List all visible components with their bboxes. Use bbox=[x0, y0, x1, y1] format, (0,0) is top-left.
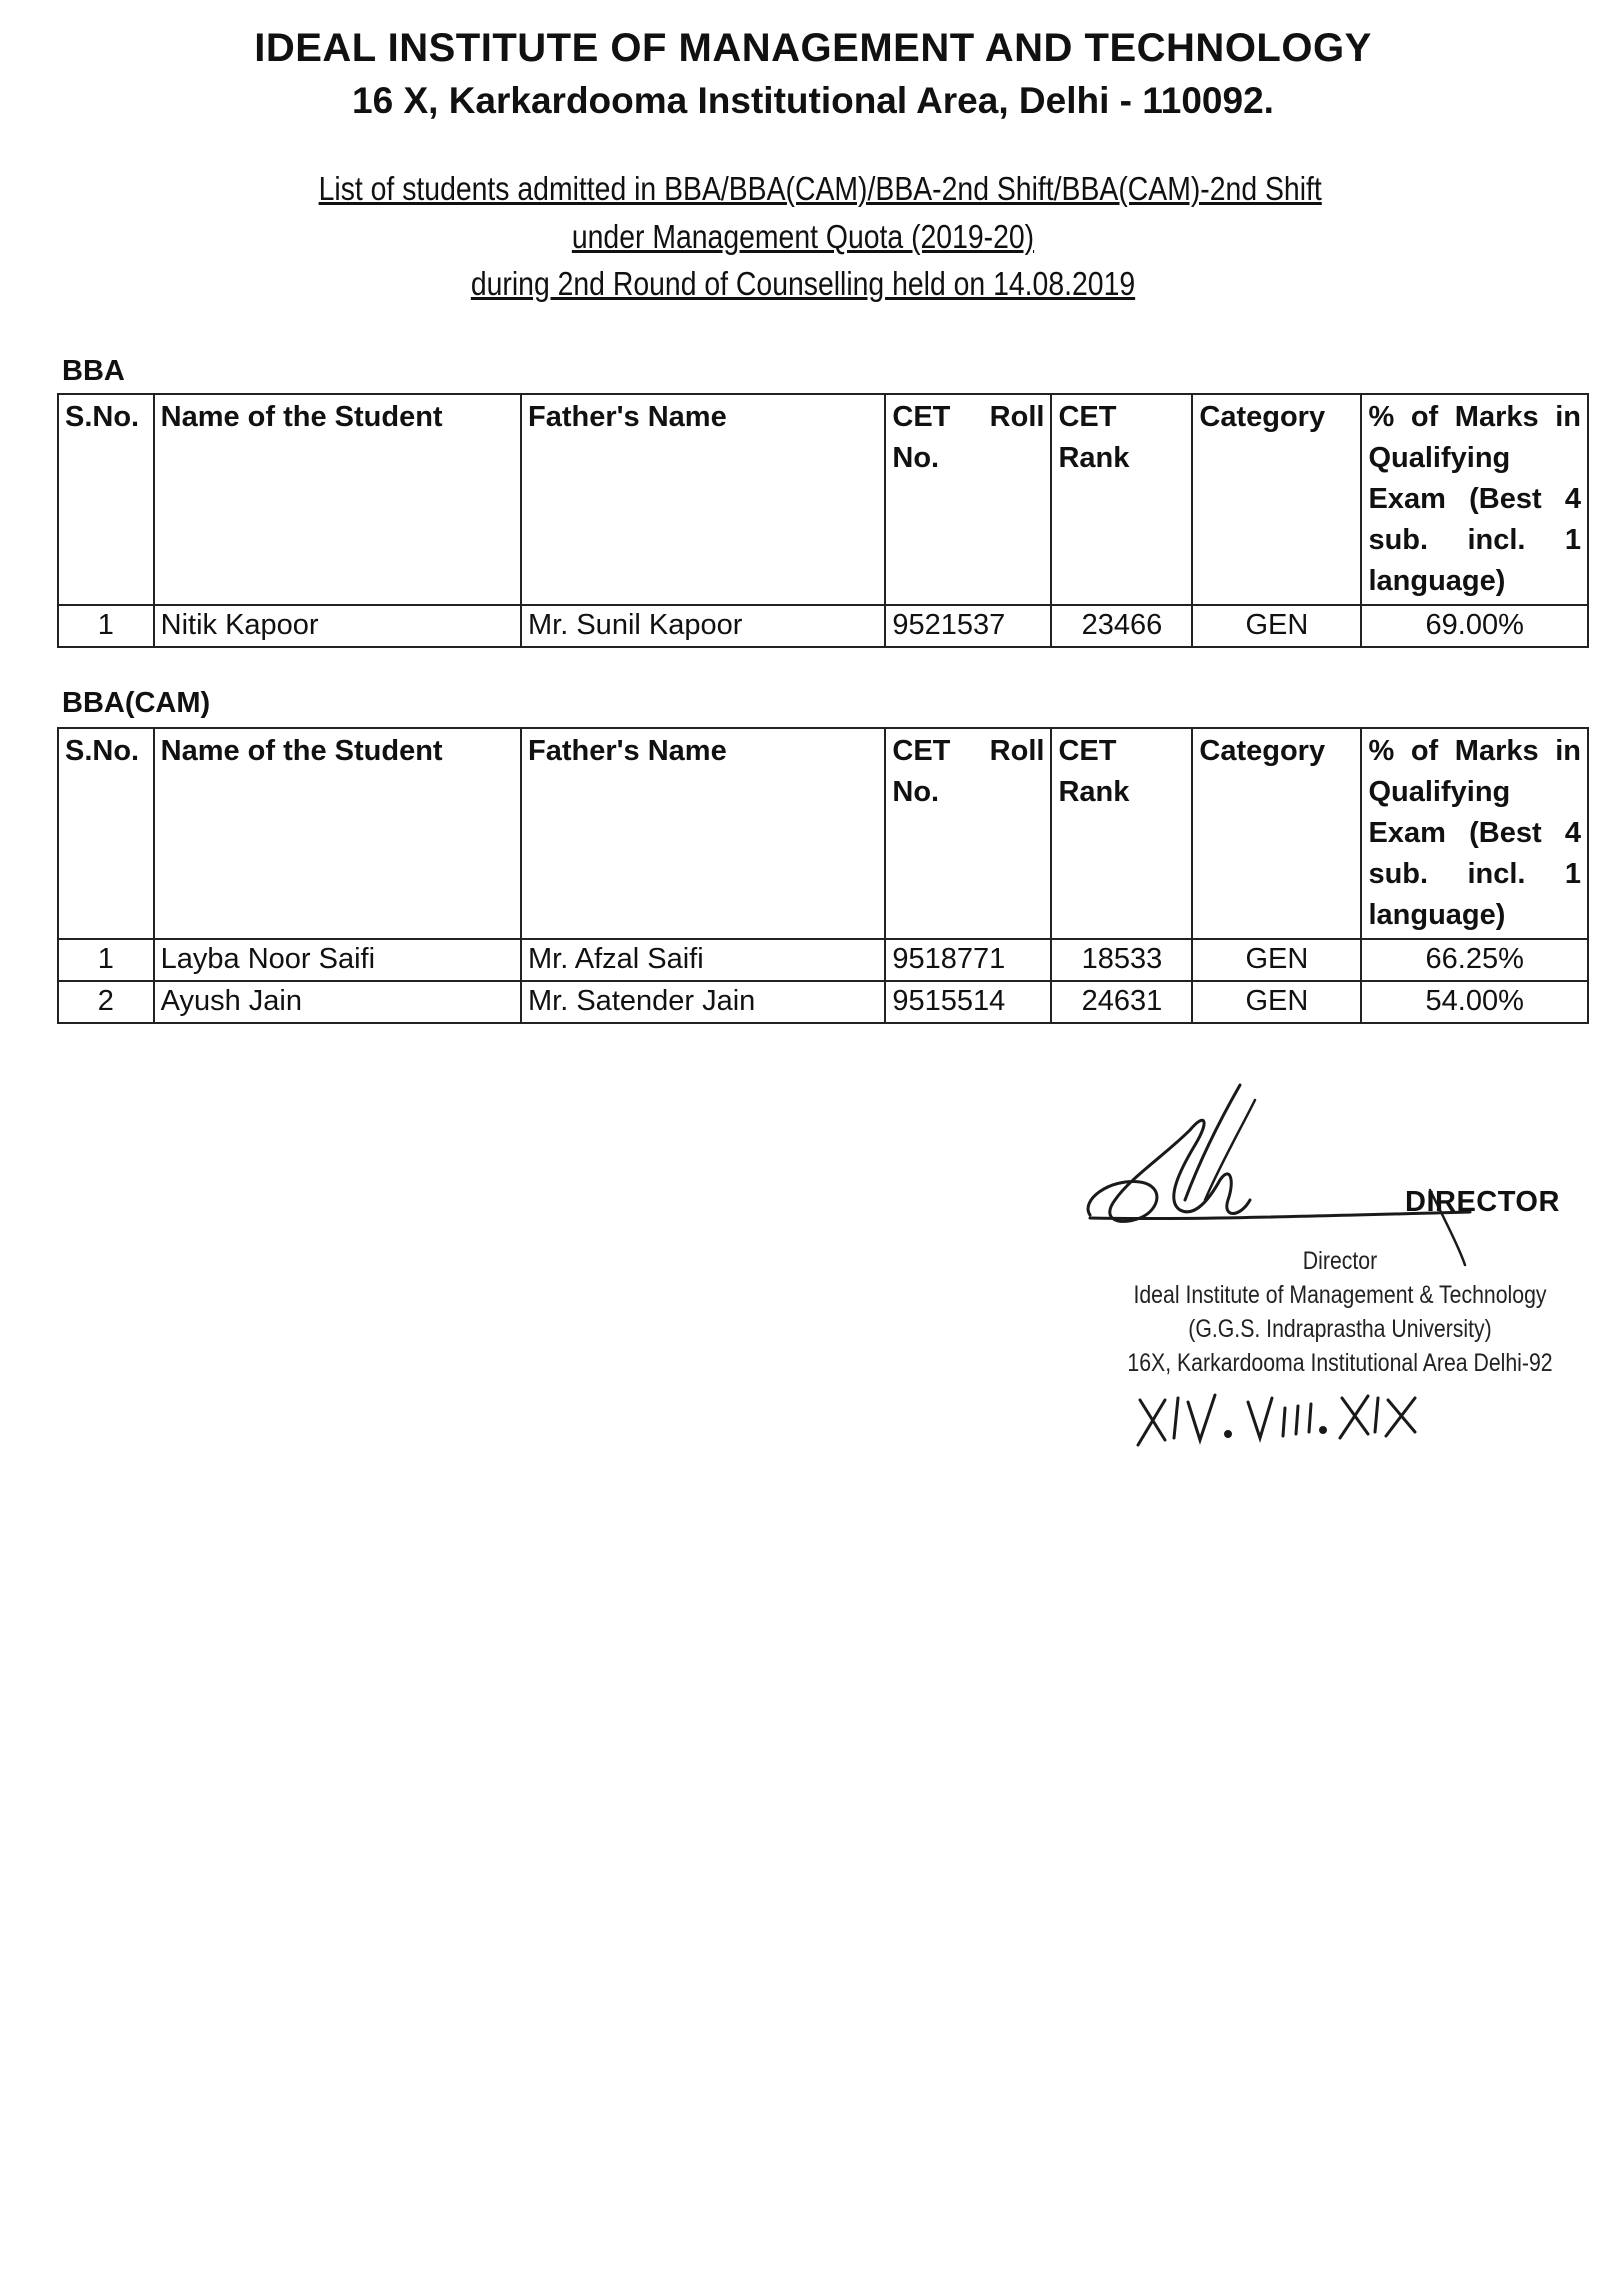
cell-father-name: Mr. Sunil Kapoor bbox=[521, 605, 885, 647]
cell-father-name: Mr. Satender Jain bbox=[521, 981, 885, 1023]
table-header-row bbox=[58, 728, 1588, 939]
cell-student-name: Layba Noor Saifi bbox=[154, 939, 521, 981]
cell-student-name: Nitik Kapoor bbox=[154, 605, 521, 647]
cell-cet-rank: 23466 bbox=[1051, 605, 1192, 647]
header-father-name: Father's Name bbox=[521, 394, 885, 605]
cell-cet-roll: 9518771 bbox=[885, 939, 1051, 981]
header-father-name: Father's Name bbox=[521, 728, 885, 939]
cell-category: GEN bbox=[1192, 939, 1361, 981]
header-cet-rank: CET Rank bbox=[1051, 394, 1192, 605]
cell-cet-rank: 18533 bbox=[1051, 939, 1192, 981]
stamp-line-4: 16X, Karkardooma Institutional Area Delhi-92 bbox=[1127, 1349, 1553, 1377]
header-sno: S.No. bbox=[58, 394, 154, 605]
list-title-line-2: under Management Quota (2019-20) bbox=[571, 218, 1035, 255]
list-title-line-1: List of students admitted in BBA/BBA(CAM)/BBA-2nd Shift/BBA(CAM)-2nd Shift bbox=[318, 170, 1322, 207]
stamp-line-1: Director bbox=[1302, 1247, 1378, 1275]
cell-marks-percent: 69.00% bbox=[1361, 605, 1588, 647]
cell-cet-rank: 24631 bbox=[1051, 981, 1192, 1023]
header-marks-percent: % of Marks in Qualifying Exam (Best 4 sub. incl. 1 language) bbox=[1361, 394, 1588, 605]
stamp-line-3: (G.G.S. Indraprastha University) bbox=[1188, 1315, 1492, 1343]
table-row bbox=[58, 939, 1588, 981]
header-category: Category bbox=[1192, 394, 1361, 605]
bba-cam-table bbox=[57, 727, 1589, 1024]
header-marks-percent: % of Marks in Qualifying Exam (Best 4 sub. incl. 1 language) bbox=[1361, 728, 1588, 939]
institute-address: 16 X, Karkardooma Institutional Area, Delhi - 110092. bbox=[352, 80, 1274, 121]
cell-father-name: Mr. Afzal Saifi bbox=[521, 939, 885, 981]
cell-category: GEN bbox=[1192, 605, 1361, 647]
cell-sno: 2 bbox=[58, 981, 154, 1023]
header-cet-roll: CET Roll No. bbox=[885, 394, 1051, 605]
header-cet-rank: CET Rank bbox=[1051, 728, 1192, 939]
section-label-bba-cam: BBA(CAM) bbox=[62, 687, 211, 719]
header-student-name: Name of the Student bbox=[154, 394, 521, 605]
cell-marks-percent: 66.25% bbox=[1361, 939, 1588, 981]
header-student-name: Name of the Student bbox=[154, 728, 521, 939]
section-label-bba: BBA bbox=[62, 355, 125, 387]
cell-category: GEN bbox=[1192, 981, 1361, 1023]
cell-sno: 1 bbox=[58, 605, 154, 647]
bba-table bbox=[57, 393, 1589, 648]
cell-student-name: Ayush Jain bbox=[154, 981, 521, 1023]
list-title-line-3: during 2nd Round of Counselling held on 14.08.2019 bbox=[470, 265, 1136, 302]
header-sno: S.No. bbox=[58, 728, 154, 939]
cell-sno: 1 bbox=[58, 939, 154, 981]
header-cet-roll: CET Roll No. bbox=[885, 728, 1051, 939]
stamp-line-2: Ideal Institute of Management & Technology bbox=[1133, 1281, 1547, 1309]
header-category: Category bbox=[1192, 728, 1361, 939]
table-row bbox=[58, 605, 1588, 647]
institute-name: IDEAL INSTITUTE OF MANAGEMENT AND TECHNOLOGY bbox=[254, 26, 1372, 70]
cell-cet-roll: 9515514 bbox=[885, 981, 1051, 1023]
table-header-row bbox=[58, 394, 1588, 605]
cell-marks-percent: 54.00% bbox=[1361, 981, 1588, 1023]
cell-cet-roll: 9521537 bbox=[885, 605, 1051, 647]
table-row bbox=[58, 981, 1588, 1023]
director-title: DIRECTOR bbox=[1405, 1186, 1560, 1218]
